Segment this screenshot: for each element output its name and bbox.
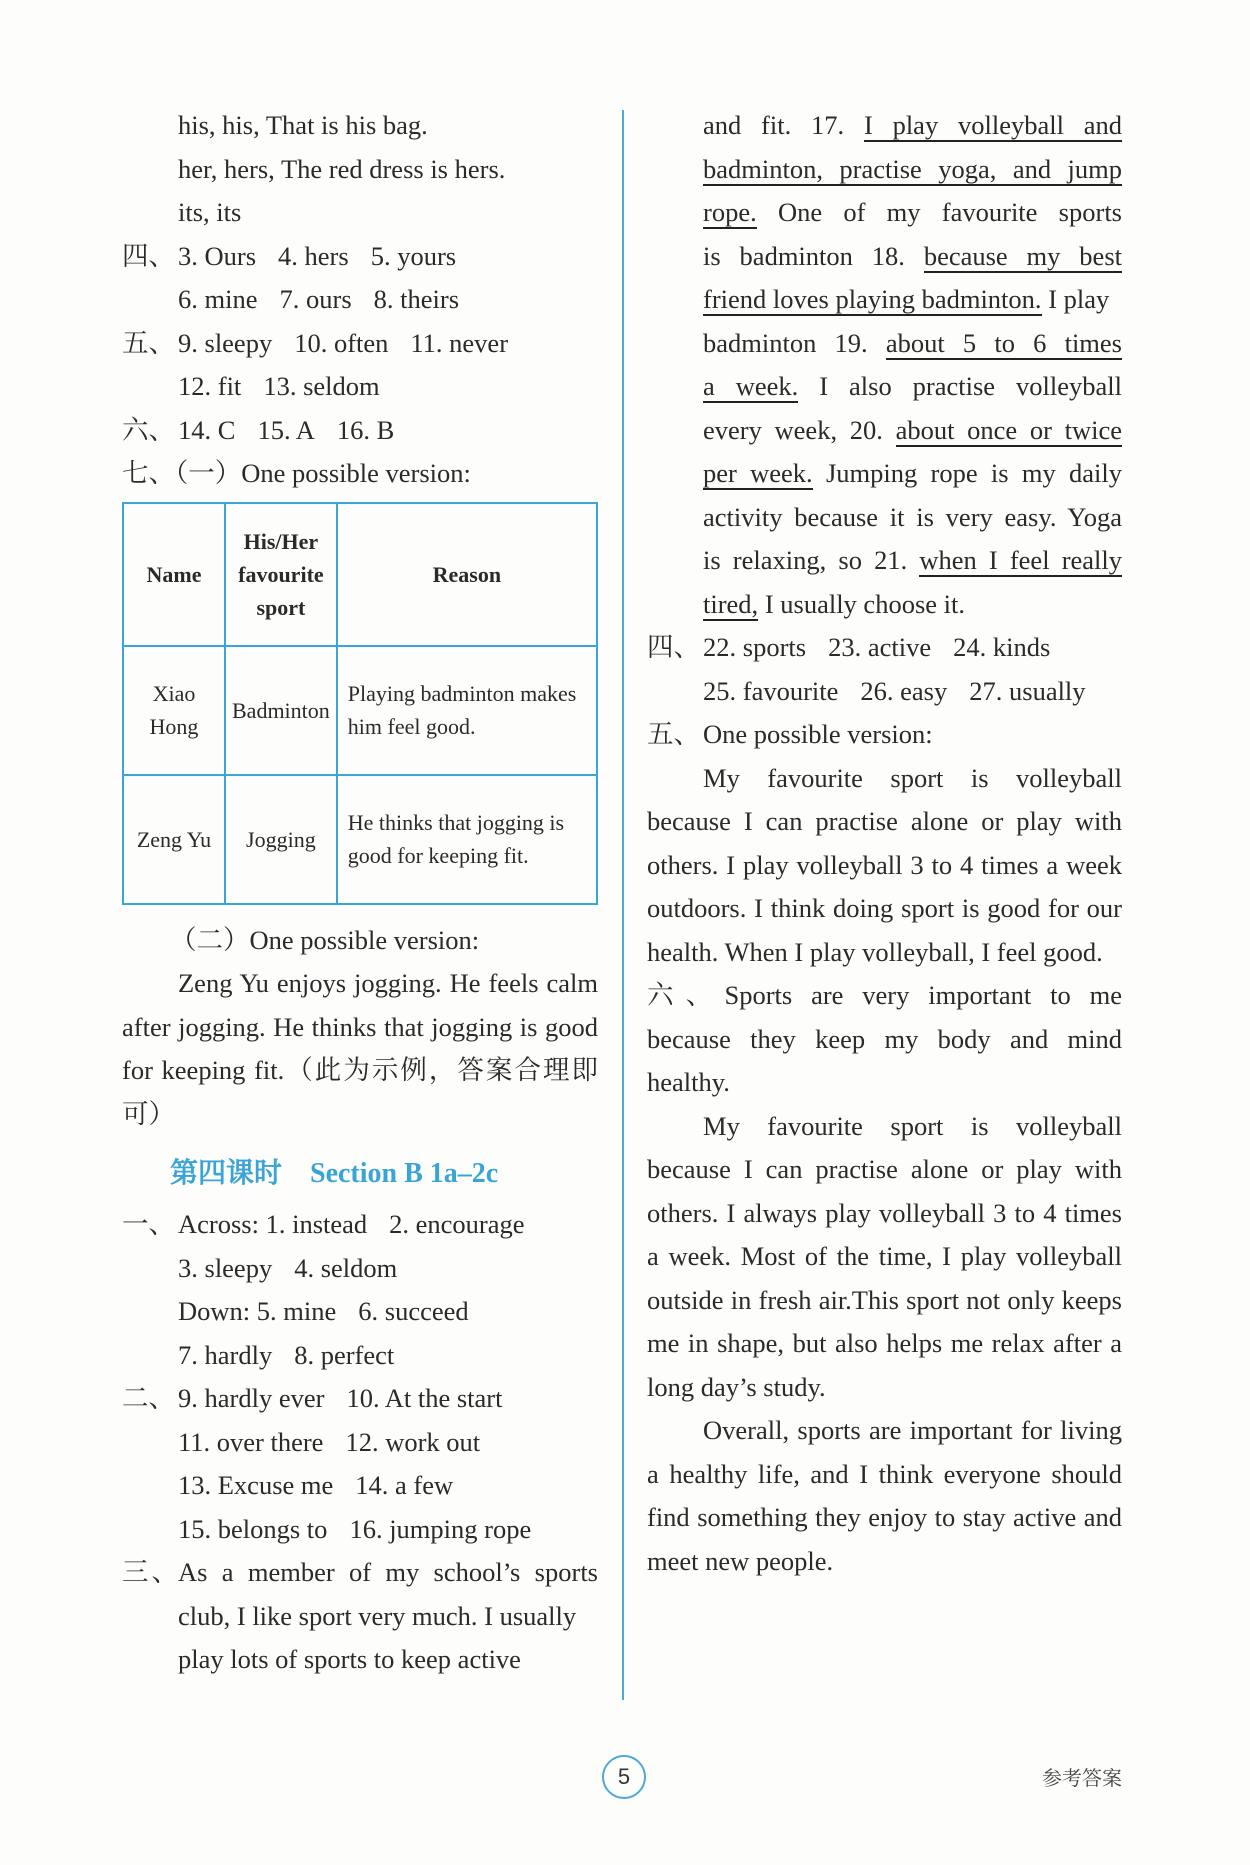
table-header: Name [123, 503, 225, 646]
answer-line: 11. over there 12. work out [178, 1426, 481, 1457]
answer-line: club, I like sport very much. I usually [178, 1600, 577, 1631]
part-2-intro: （二）One possible version: [170, 924, 480, 955]
table-row [123, 775, 597, 904]
answer-line: 7. hardly 8. perfect [178, 1339, 395, 1370]
section-4r: 四、 22. sports 23. active 24. kinds [647, 626, 1122, 670]
section-b3: 三、As a member of my school’s sports [122, 1551, 598, 1595]
section-mark: 二、 [122, 1383, 175, 1413]
section-4: 四、 3. Ours 4. hers 5. yours [122, 235, 598, 279]
page-number: 5 [602, 1755, 646, 1799]
footer-label: 参考答案 [1042, 1766, 1122, 1790]
sports-table [122, 502, 598, 905]
answer-line: and fit. 17. I play volleyball and [703, 110, 1123, 140]
table-header-row [123, 503, 597, 646]
section-mark: 五、 [647, 719, 700, 749]
section-mark: 五、 [122, 327, 175, 358]
answer-line: 13. Excuse me 14. a few [178, 1470, 454, 1500]
answer-line: 6. mine 7. ours 8. theirs [178, 284, 460, 314]
underlined-answer: I play volleyball and [863, 110, 1123, 140]
section-6: 六、 14. C 15. A 16. B [122, 409, 598, 453]
example-paragraph: Zeng Yu enjoys jogging. He feels calm after jogging. He thinks that jogging is good for keeping fit.（此为示例，答案合理即可） [122, 968, 598, 1129]
section-mark: 四、 [647, 632, 700, 662]
right-column [647, 104, 1122, 1583]
table-cell: Zeng Yu [123, 775, 225, 904]
underlined-answer: when I feel really [919, 545, 1123, 575]
underlined-answer: about once or twice [895, 414, 1122, 445]
answer-line: 15. belongs to 16. jumping rope [178, 1513, 532, 1544]
answer-line: a week. I also practise volleyball [703, 371, 1122, 401]
left-column [122, 104, 598, 1682]
section-mark: 一、 [122, 1209, 175, 1239]
section-7: 七、（一）One possible version: [122, 458, 471, 488]
answer-line: Down: 5. mine 6. succeed [178, 1296, 469, 1326]
answer-line: activity because it is very easy. Yoga [703, 501, 1122, 532]
answer-line: friend loves playing badminton. I play [703, 284, 1110, 314]
section-5r: 五、 One possible version: [647, 713, 1122, 757]
underlined-answer: a week. [703, 371, 799, 401]
answer-line: 12. fit 13. seldom [178, 371, 380, 401]
answer-line: per week. Jumping rope is my daily [703, 458, 1123, 488]
answer-line: every week, 20. about once or twice [703, 414, 1122, 445]
table-header: Reason [337, 503, 597, 646]
answer-line: its, its [178, 197, 242, 227]
section-title: 第四课时 Section B 1a–2c [170, 1158, 499, 1189]
underlined-answer: rope. [703, 197, 757, 227]
section-mark: 六、 [122, 414, 175, 445]
table-row [123, 646, 597, 775]
essay-paragraph: My favourite sport is volleyball because I can practise alone or play with others. I always play volleyball 3 to 4 times a week. Most of the time, I play volleyball outside in fresh air.This sport not only keeps me in shape, but also helps me relax after a long day’s study. [647, 1110, 1122, 1402]
section-6r: 六、Sports are very important to me because they keep my body and mind healthy. [647, 980, 1123, 1097]
answer-line: his, his, That is his bag. [178, 110, 428, 140]
section-mark: 七、 [122, 458, 175, 488]
answer-line: rope. One of my favourite sports [703, 197, 1122, 227]
section-mark: 三、 [122, 1557, 178, 1587]
answer-line: 3. sleepy 4. seldom [178, 1252, 398, 1283]
underlined-answer: badminton, practise yoga, and jump [703, 153, 1122, 184]
table-header: His/Her favourite sport [225, 503, 337, 646]
answer-line: is relaxing, so 21. when I feel really [703, 545, 1123, 575]
answer-line: her, hers, The red dress is hers. [178, 153, 506, 184]
answer-line: badminton 19. about 5 to 6 times [703, 327, 1122, 358]
section-b1: 一、 Across: 1. instead 2. encourage [122, 1203, 598, 1247]
table-cell: Jogging [225, 775, 337, 904]
answer-line: play lots of sports to keep active [178, 1644, 521, 1674]
table-cell: Xiao Hong [123, 646, 225, 775]
column-divider [622, 110, 624, 1700]
underlined-answer: tired, [703, 588, 759, 619]
answer-line: is badminton 18. because my best [703, 240, 1122, 271]
essay-paragraph: Overall, sports are important for living a healthy life, and I think everyone should find something they enjoy to stay active and meet new people. [647, 1415, 1122, 1576]
underlined-answer: friend loves playing badminton. [703, 284, 1042, 314]
essay-paragraph: My favourite sport is volleyball because I can practise alone or play with others. I play volleyball 3 to 4 times a week outdoors. I think doing sport is good for our health. When I play volleyball, I feel good. [647, 762, 1122, 967]
answer-line [647, 148, 1122, 192]
table-cell: He thinks that jogging is good for keeping fit. [337, 775, 597, 904]
section-mark: 六、 [647, 980, 725, 1010]
underlined-answer: per week. [703, 458, 813, 488]
underlined-answer: about 5 to 6 times [885, 327, 1122, 358]
section-5: 五、 9. sleepy 10. often 11. never [122, 322, 598, 366]
section-b2: 二、 9. hardly ever 10. At the start [122, 1377, 598, 1421]
section-mark: 四、 [122, 240, 175, 271]
answer-line: tired, I usually choose it. [703, 588, 965, 619]
table-cell: Badminton [225, 646, 337, 775]
underlined-answer: because my best [923, 240, 1122, 271]
table-cell: Playing badminton makes him feel good. [337, 646, 597, 775]
answer-line: 25. favourite 26. easy 27. usually [703, 675, 1086, 706]
